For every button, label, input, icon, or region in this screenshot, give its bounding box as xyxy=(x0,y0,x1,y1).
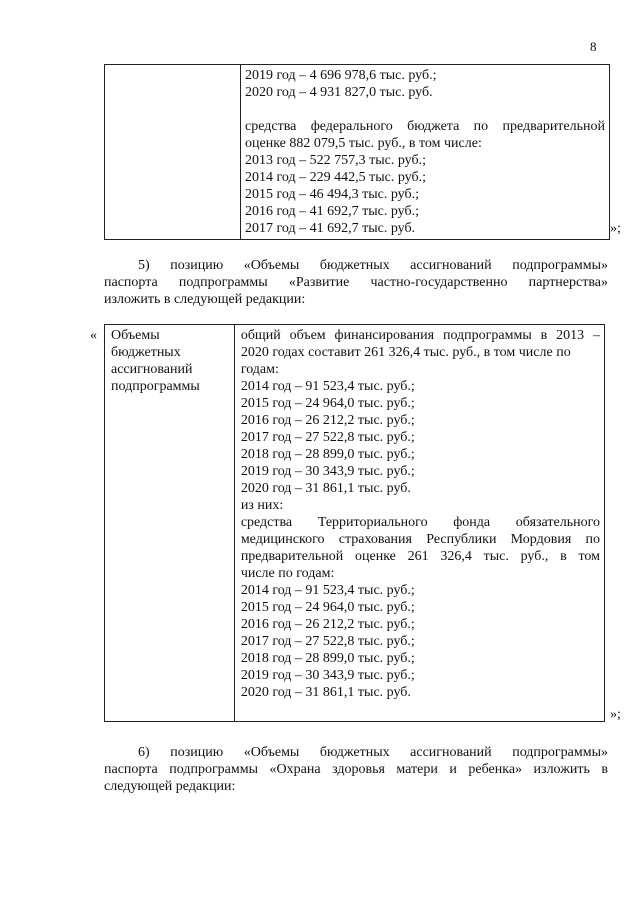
financing-line: 2013 год – 522 757,3 тыс. руб.; xyxy=(245,153,426,168)
financing-line: оценке 882 079,5 тыс. руб., в том числе: xyxy=(245,136,482,151)
budget-allocation-table xyxy=(104,324,605,722)
financing-line: числе по годам: xyxy=(240,566,335,581)
position-label-line: ассигнований xyxy=(111,362,193,377)
blank-line xyxy=(245,101,605,118)
financing-line: 2019 год – 30 343,9 тыс. руб.; xyxy=(240,668,415,683)
financing-line: 2019 год – 30 343,9 тыс. руб.; xyxy=(240,464,415,479)
financing-line: 2015 год – 24 964,0 тыс. руб.; xyxy=(240,396,415,411)
financing-line: медицинского страхования Республики Мордовия по xyxy=(240,532,600,547)
financing-line: 2014 год – 91 523,4 тыс. руб.; xyxy=(240,583,415,598)
financing-line: 2014 год – 91 523,4 тыс. руб.; xyxy=(240,379,415,394)
paragraph-line: следующей редакции: xyxy=(104,779,236,794)
paragraph-line: изложить в следующей редакции: xyxy=(104,292,306,307)
position-label-line: бюджетных xyxy=(111,345,181,360)
paragraph-line: 6) позицию «Объемы бюджетных ассигнований подпрограммы» xyxy=(138,745,608,760)
financing-line: 2019 год – 4 696 978,6 тыс. руб.; xyxy=(245,68,437,83)
financing-line: 2016 год – 26 212,2 тыс. руб.; xyxy=(240,413,415,428)
financing-line: общий объем финансирования подпрограммы в 2013 – xyxy=(240,328,600,343)
financing-line: 2016 год – 26 212,2 тыс. руб.; xyxy=(240,617,415,632)
financing-line: 2020 год – 31 861,1 тыс. руб. xyxy=(240,685,411,700)
financing-line: 2017 год – 27 522,8 тыс. руб.; xyxy=(240,430,415,445)
financing-line: 2015 год – 24 964,0 тыс. руб.; xyxy=(240,600,415,615)
financing-line: 2016 год – 41 692,7 тыс. руб.; xyxy=(245,204,419,219)
financing-line: из них: xyxy=(240,498,284,513)
financing-line: 2020 год – 4 931 827,0 тыс. руб. xyxy=(245,85,433,100)
financing-line: 2017 год – 27 522,8 тыс. руб.; xyxy=(240,634,415,649)
financing-line: средства Территориального фонда обязательного xyxy=(240,515,600,530)
continued-financing-table xyxy=(104,64,610,240)
financing-line: годам: xyxy=(240,362,279,377)
financing-line: 2020 годах составит 261 326,4 тыс. руб., в том числе по xyxy=(240,345,571,360)
closing-quote: »; xyxy=(610,707,621,722)
financing-line: 2017 год – 41 692,7 тыс. руб. xyxy=(245,221,416,236)
financing-details-cell xyxy=(234,325,604,722)
continued-table-left-cell xyxy=(105,65,241,240)
paragraph-line: 5) позицию «Объемы бюджетных ассигнований подпрограммы» xyxy=(138,258,608,273)
opening-quote: « xyxy=(90,328,97,343)
financing-line: 2020 год – 31 861,1 тыс. руб. xyxy=(240,481,411,496)
page-number: 8 xyxy=(590,39,597,54)
paragraph-6 xyxy=(104,744,608,795)
paragraph-5 xyxy=(104,257,608,308)
closing-quote: »; xyxy=(610,221,621,236)
financing-line: предварительной оценке 261 326,4 тыс. руб., в том xyxy=(240,549,600,564)
paragraph-line: паспорта подпрограммы «Охрана здоровья матери и ребенка» изложить в xyxy=(104,762,608,777)
position-label-cell xyxy=(105,325,235,722)
financing-line: 2018 год – 28 899,0 тыс. руб.; xyxy=(240,447,415,462)
financing-line: 2015 год – 46 494,3 тыс. руб.; xyxy=(245,187,419,202)
financing-line: 2018 год – 28 899,0 тыс. руб.; xyxy=(240,651,415,666)
continued-table-right-cell xyxy=(241,65,610,240)
financing-line: средства федерального бюджета по предварительной xyxy=(245,119,605,134)
financing-line: 2014 год – 229 442,5 тыс. руб.; xyxy=(245,170,426,185)
position-label-line: подпрограммы xyxy=(111,379,200,394)
paragraph-line: паспорта подпрограммы «Развитие частно-государственно партнерства» xyxy=(104,275,608,290)
position-label-line: Объемы xyxy=(111,328,160,343)
